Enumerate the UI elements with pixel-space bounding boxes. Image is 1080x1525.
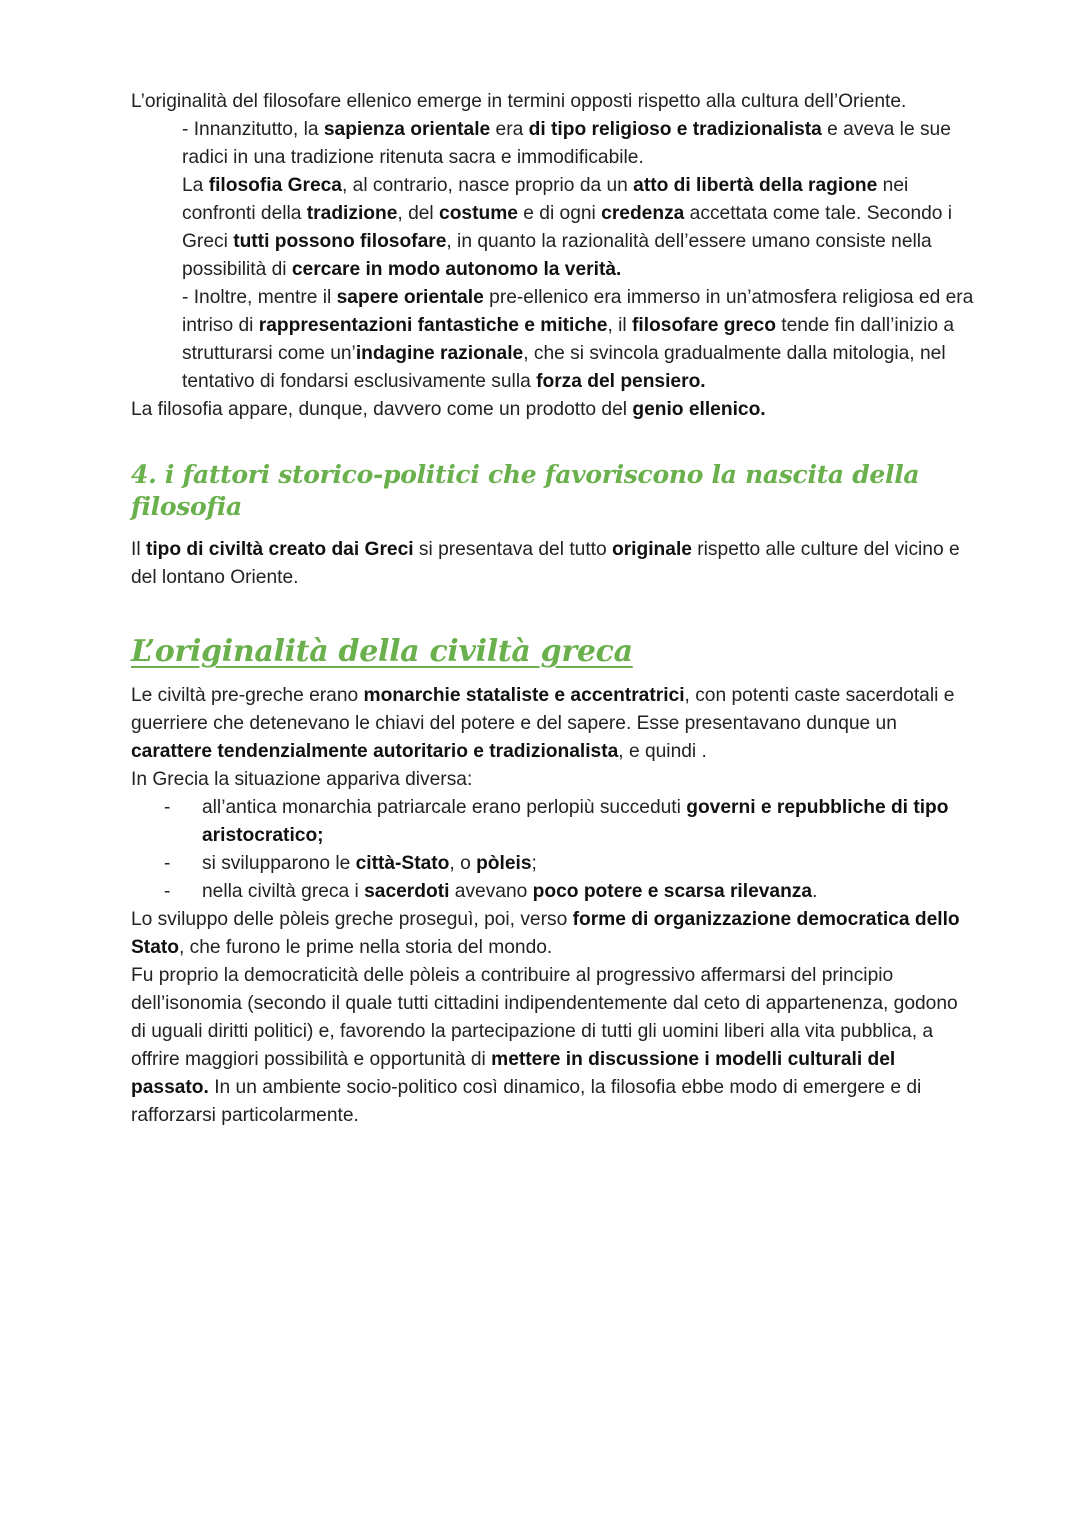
pre-greek-paragraph bbox=[131, 682, 976, 766]
bold-run: tipo di civiltà creato dai Greci bbox=[145, 539, 414, 560]
bold-run: filosofia Greca bbox=[208, 175, 342, 196]
section-4-heading: 4. i fattori storico-politici che favoriscono la nascita della filosofia bbox=[131, 460, 920, 521]
bold-run: sacerdoti bbox=[364, 881, 450, 902]
dash-bullet: - bbox=[164, 797, 171, 818]
text-run: accettata come tale. Secondo i Greci bbox=[182, 203, 953, 252]
bold-run: credenza bbox=[601, 203, 685, 224]
text-run: , del bbox=[397, 203, 440, 224]
text-run: La bbox=[182, 175, 209, 196]
greece-features-list bbox=[131, 794, 976, 906]
indented-block bbox=[182, 116, 976, 396]
document-body bbox=[131, 88, 976, 1130]
text-run: rispetto alle culture del vicino e del lontano Oriente. bbox=[131, 539, 960, 588]
bold-run: sapere orientale bbox=[336, 287, 484, 308]
text-run: In un ambiente socio-politico così dinamico, la filosofia ebbe modo di emergere e di rafforzarsi particolarmente. bbox=[131, 1077, 922, 1126]
text-run: si svilupparono le bbox=[202, 853, 356, 874]
text-run: tende fin dall’inizio a strutturarsi come un’ bbox=[182, 315, 955, 364]
text-run: Le civiltà pre-greche erano bbox=[131, 685, 364, 706]
text-run: - Inoltre, mentre il bbox=[182, 287, 337, 308]
bold-run: pòleis bbox=[476, 853, 532, 874]
text-run: e di ogni bbox=[517, 203, 602, 224]
bold-run: tradizione bbox=[306, 203, 398, 224]
text-run: , o bbox=[449, 853, 477, 874]
bold-run: carattere tendenzialmente autoritario e tradizionalista bbox=[131, 741, 619, 762]
text-run: Il bbox=[131, 539, 146, 560]
text-run: La filosofia appare, dunque, davvero come un prodotto del bbox=[131, 399, 633, 420]
text-run: era bbox=[490, 119, 529, 140]
text-run: pre-ellenico era immerso in un’atmosfera religiosa ed era intriso di bbox=[182, 287, 974, 336]
bold-run: costume bbox=[439, 203, 518, 224]
text-run: , al contrario, nasce proprio da un bbox=[341, 175, 634, 196]
bold-run: cercare in modo autonomo la verità. bbox=[291, 259, 622, 280]
text-run: , e quindi . bbox=[618, 741, 707, 762]
greece-situation-paragraph: In Grecia la situazione appariva diversa: bbox=[131, 769, 473, 790]
text-run: Lo sviluppo delle pòleis greche proseguì, poi, verso bbox=[131, 909, 573, 930]
bold-run: città-Stato bbox=[355, 853, 450, 874]
bold-run: monarchie stataliste e accentratrici bbox=[363, 685, 685, 706]
intro-paragraph: L’originalità del filosofare ellenico emerge in termini opposti rispetto alla cultura dell’Oriente. bbox=[131, 91, 907, 112]
text-run: , che si svincola gradualmente dalla mitologia, nel tentativo di fondarsi esclusivamente sulla bbox=[182, 343, 946, 392]
bold-run: genio ellenico. bbox=[632, 399, 766, 420]
text-run: , che furono le prime nella storia del mondo. bbox=[178, 937, 553, 958]
list-item bbox=[131, 794, 976, 850]
bold-run: governi e repubbliche di tipo aristocratico; bbox=[202, 797, 949, 846]
dash-bullet: - bbox=[164, 881, 171, 902]
oriental-wisdom-paragraph bbox=[182, 116, 976, 172]
bold-run: mettere in discussione i modelli culturali del passato. bbox=[131, 1049, 896, 1098]
bold-run: poco potere e scarsa rilevanza bbox=[532, 881, 813, 902]
bold-run: atto di libertà della ragione bbox=[633, 175, 878, 196]
text-run: si presentava del tutto bbox=[413, 539, 612, 560]
bold-run: forme di organizzazione democratica dello Stato bbox=[131, 909, 960, 958]
section-4-paragraph bbox=[131, 536, 976, 592]
text-run: . bbox=[812, 881, 818, 902]
rational-inquiry-paragraph bbox=[182, 284, 976, 396]
text-run: avevano bbox=[449, 881, 533, 902]
text-run: nella civiltà greca i bbox=[202, 881, 365, 902]
text-run: all’antica monarchia patriarcale erano perlopiù succeduti bbox=[202, 797, 687, 818]
text-run: , in quanto la razionalità dell’essere umano consiste nella possibilità di bbox=[182, 231, 932, 280]
isonomy-paragraph bbox=[131, 962, 976, 1130]
text-run: , con potenti caste sacerdotali e guerriere che detenevano le chiavi del potere e del sapere. Esse presentavano dunque un bbox=[131, 685, 955, 734]
bold-run: tutti possono filosofare bbox=[233, 231, 447, 252]
bold-run: filosofare greco bbox=[632, 315, 776, 336]
poleis-development-paragraph bbox=[131, 906, 976, 962]
text-run: nei confronti della bbox=[182, 175, 909, 224]
bold-run: di tipo religioso e tradizionalista bbox=[528, 119, 822, 140]
bold-run: rappresentazioni fantastiche e mitiche bbox=[258, 315, 608, 336]
list-item bbox=[131, 850, 976, 878]
text-run: Fu proprio la democraticità delle pòleis a contribuire al progressivo affermarsi del principio dell’isonomia (secondo il quale tutti cittadini indipendentemente dal ceto di appartenenza, godono di uguali diritti politici) e, favorendo la partecipazione di tutti gli uomini liberi alla vita pubblica, a offrire maggiori possibilità e opportunità di bbox=[131, 965, 958, 1070]
closing-paragraph bbox=[131, 396, 976, 424]
bold-run: originale bbox=[611, 539, 692, 560]
text-run: - Innanzitutto, la bbox=[182, 119, 324, 140]
bold-run: indagine razionale bbox=[355, 343, 524, 364]
list-item bbox=[131, 878, 976, 906]
originality-title: L’originalità della civiltà greca bbox=[131, 634, 633, 669]
bold-run: sapienza orientale bbox=[323, 119, 491, 140]
text-run: , il bbox=[607, 315, 632, 336]
greek-philosophy-paragraph bbox=[182, 172, 976, 284]
text-run: ; bbox=[531, 853, 537, 874]
bold-run: forza del pensiero. bbox=[536, 371, 706, 392]
text-run: e aveva le sue radici in una tradizione ritenuta sacra e immodificabile. bbox=[182, 119, 951, 168]
dash-bullet: - bbox=[164, 853, 171, 874]
